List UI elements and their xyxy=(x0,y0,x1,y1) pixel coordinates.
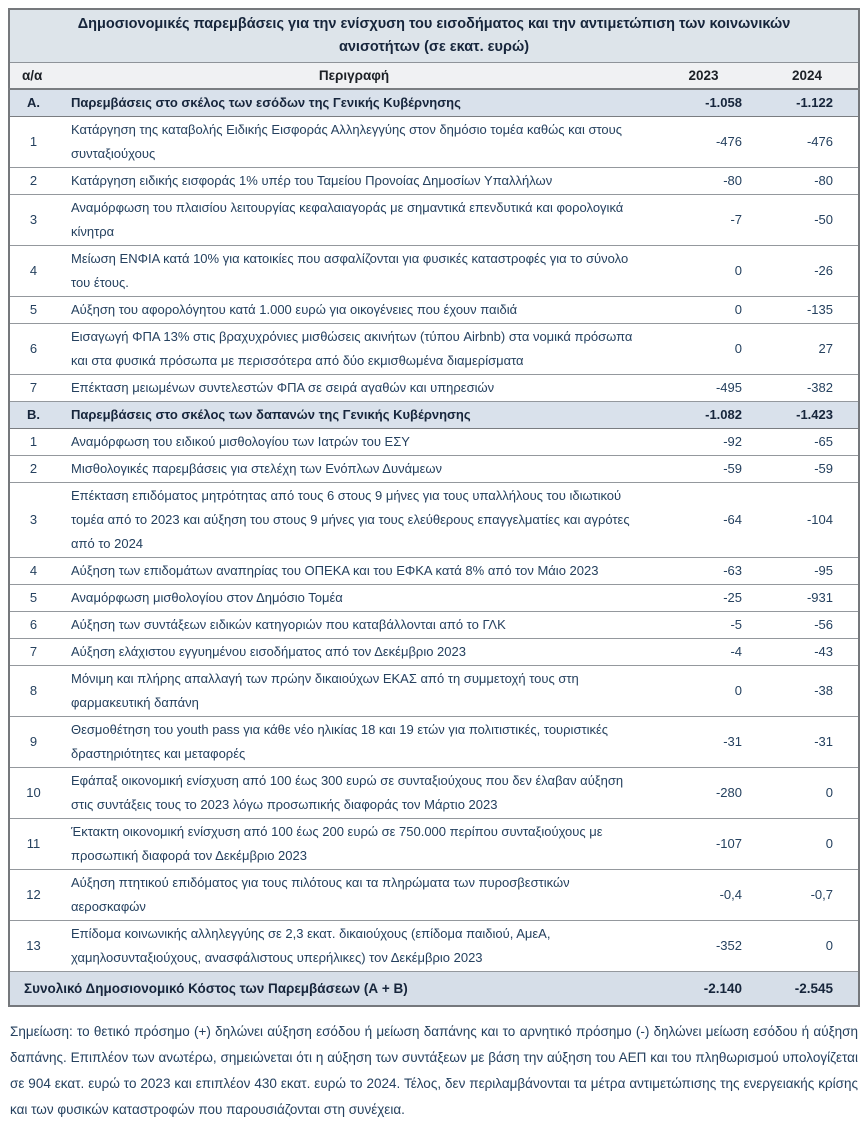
row-value-2023: -0,4 xyxy=(651,870,756,921)
row-value-2024: -95 xyxy=(756,558,859,585)
row-number: 10 xyxy=(9,768,57,819)
table-row xyxy=(9,666,859,717)
row-value-2024: -1.122 xyxy=(756,89,859,117)
row-number: 2 xyxy=(9,168,57,195)
row-number: 7 xyxy=(9,375,57,402)
row-value-2023: -25 xyxy=(651,585,756,612)
row-value-2024: -135 xyxy=(756,297,859,324)
row-description: Θεσμοθέτηση του youth pass για κάθε νέο ηλικίας 18 και 19 ετών για πολιτιστικές, τουριστικές δραστηριότητες και μεταφορές xyxy=(57,717,651,768)
row-value-2024: -931 xyxy=(756,585,859,612)
total-label: Συνολικό Δημοσιονομικό Κόστος των Παρεμβάσεων (Α + Β) xyxy=(9,972,651,1007)
row-value-2024: -1.423 xyxy=(756,402,859,429)
row-number: 9 xyxy=(9,717,57,768)
table-row xyxy=(9,195,859,246)
row-description: Αύξηση των συντάξεων ειδικών κατηγοριών που καταβάλλονται από το ΓΛΚ xyxy=(57,612,651,639)
row-description: Αύξηση ελάχιστου εγγυημένου εισοδήματος από τον Δεκέμβριο 2023 xyxy=(57,639,651,666)
table-row xyxy=(9,717,859,768)
column-header-2024: 2024 xyxy=(756,63,859,90)
row-number: 6 xyxy=(9,324,57,375)
row-value-2024: 0 xyxy=(756,768,859,819)
row-value-2024: 27 xyxy=(756,324,859,375)
table-title-row xyxy=(9,9,859,63)
table-row xyxy=(9,819,859,870)
table-row xyxy=(9,456,859,483)
row-description: Αναμόρφωση του πλαισίου λειτουργίας κεφαλαιαγοράς με σημαντικά επενδυτικά και φορολογικά κίνητρα xyxy=(57,195,651,246)
column-header-2023: 2023 xyxy=(651,63,756,90)
row-value-2023: 0 xyxy=(651,666,756,717)
table-row xyxy=(9,921,859,972)
row-description: Παρεμβάσεις στο σκέλος των δαπανών της Γενικής Κυβέρνησης xyxy=(57,402,651,429)
table-row xyxy=(9,483,859,558)
table-title: Δημοσιονομικές παρεμβάσεις για την ενίσχυση του εισοδήματος και την αντιμετώπιση των κοινωνικών ανισοτήτων (σε εκατ. ευρώ) xyxy=(9,9,859,63)
row-number: 1 xyxy=(9,117,57,168)
row-value-2024: 0 xyxy=(756,819,859,870)
row-number: 5 xyxy=(9,585,57,612)
row-number: Β. xyxy=(9,402,57,429)
row-value-2024: -80 xyxy=(756,168,859,195)
row-value-2024: -26 xyxy=(756,246,859,297)
row-value-2023: -31 xyxy=(651,717,756,768)
row-description: Επέκταση επιδόματος μητρότητας από τους 6 στους 9 μήνες για τους υπαλλήλους του ιδιωτικού τομέα από το 2023 και αύξηση του στους 9 μήνες για τους ελεύθερους επαγγελματίες και αγρότες από το 2024 xyxy=(57,483,651,558)
row-description: Αύξηση του αφορολόγητου κατά 1.000 ευρώ για οικογένειες που έχουν παιδιά xyxy=(57,297,651,324)
row-description: Έκτακτη οικονομική ενίσχυση από 100 έως 200 ευρώ σε 750.000 περίπου συνταξιούχους με προσωπική διαφορά τον Δεκέμβριο 2023 xyxy=(57,819,651,870)
row-value-2024: -38 xyxy=(756,666,859,717)
row-description: Εισαγωγή ΦΠΑ 13% στις βραχυχρόνιες μισθώσεις ακινήτων (τύπου Airbnb) στα νομικά πρόσωπα και στα φυσικά πρόσωπα με περισσότερα από δύο εκμισθωμένα διαμερίσματα xyxy=(57,324,651,375)
row-description: Αναμόρφωση μισθολογίου στον Δημόσιο Τομέα xyxy=(57,585,651,612)
row-value-2024: -104 xyxy=(756,483,859,558)
table-row xyxy=(9,429,859,456)
row-value-2024: -50 xyxy=(756,195,859,246)
fiscal-interventions-table xyxy=(8,8,860,1007)
row-value-2023: -5 xyxy=(651,612,756,639)
row-number: 6 xyxy=(9,612,57,639)
table-row xyxy=(9,375,859,402)
row-value-2024: -31 xyxy=(756,717,859,768)
row-description: Αύξηση πτητικού επιδόματος για τους πιλότους και τα πληρώματα των πυροσβεστικών αεροσκαφών xyxy=(57,870,651,921)
row-value-2023: -64 xyxy=(651,483,756,558)
table-row xyxy=(9,297,859,324)
row-description: Μόνιμη και πλήρης απαλλαγή των πρώην δικαιούχων ΕΚΑΣ από τη συμμετοχή τους στη φαρμακευτική δαπάνη xyxy=(57,666,651,717)
row-value-2023: 0 xyxy=(651,246,756,297)
row-description: Παρεμβάσεις στο σκέλος των εσόδων της Γενικής Κυβέρνησης xyxy=(57,89,651,117)
row-value-2023: -4 xyxy=(651,639,756,666)
table-row xyxy=(9,246,859,297)
row-value-2023: -476 xyxy=(651,117,756,168)
row-number: 3 xyxy=(9,195,57,246)
row-description: Αύξηση των επιδομάτων αναπηρίας του ΟΠΕΚΑ και του ΕΦΚΑ κατά 8% από τον Μάιο 2023 xyxy=(57,558,651,585)
row-value-2023: -92 xyxy=(651,429,756,456)
row-value-2024: -56 xyxy=(756,612,859,639)
row-number: 13 xyxy=(9,921,57,972)
row-value-2023: -7 xyxy=(651,195,756,246)
section-row xyxy=(9,89,859,117)
table-row xyxy=(9,168,859,195)
row-description: Μείωση ΕΝΦΙΑ κατά 10% για κατοικίες που ασφαλίζονται για φυσικές καταστροφές για το σύνολο του έτους. xyxy=(57,246,651,297)
total-row xyxy=(9,972,859,1007)
table-row xyxy=(9,870,859,921)
row-number: 5 xyxy=(9,297,57,324)
row-number: 7 xyxy=(9,639,57,666)
table-row xyxy=(9,768,859,819)
total-value-2023: -2.140 xyxy=(651,972,756,1007)
row-value-2024: -382 xyxy=(756,375,859,402)
row-value-2023: -107 xyxy=(651,819,756,870)
column-header-row xyxy=(9,63,859,90)
row-value-2023: 0 xyxy=(651,324,756,375)
column-header-description: Περιγραφή xyxy=(57,63,651,90)
table-row xyxy=(9,558,859,585)
row-description: Κατάργηση ειδικής εισφοράς 1% υπέρ του Ταμείου Προνοίας Δημοσίων Υπαλλήλων xyxy=(57,168,651,195)
table-row xyxy=(9,324,859,375)
row-number: 1 xyxy=(9,429,57,456)
row-number: 4 xyxy=(9,558,57,585)
row-value-2024: -476 xyxy=(756,117,859,168)
row-value-2023: 0 xyxy=(651,297,756,324)
table-row xyxy=(9,585,859,612)
row-value-2024: -59 xyxy=(756,456,859,483)
row-number: 2 xyxy=(9,456,57,483)
table-row xyxy=(9,117,859,168)
total-value-2024: -2.545 xyxy=(756,972,859,1007)
row-value-2023: -280 xyxy=(651,768,756,819)
row-description: Επίδομα κοινωνικής αλληλεγγύης σε 2,3 εκατ. δικαιούχους (επίδομα παιδιού, ΑμεΑ, χαμηλοσυνταξιούχους, ανασφάλιστους υπερήλικες) τον Δεκέμβριο 2023 xyxy=(57,921,651,972)
row-value-2023: -59 xyxy=(651,456,756,483)
row-value-2024: -43 xyxy=(756,639,859,666)
footnote: Σημείωση: το θετικό πρόσημο (+) δηλώνει αύξηση εσόδου ή μείωση δαπάνης και το αρνητικό πρόσημο (-) δηλώνει μείωση εσόδου ή αύξηση δαπάνης. Επιπλέον των ανωτέρω, σημειώνεται ότι η αύξηση των συντάξεων με βάση την αύξηση του ΑΕΠ και του πληθωρισμού υπολογίζεται σε 904 εκατ. ευρώ το 2023 και επιπλέον 430 εκατ. ευρώ το 2024. Τέλος, δεν περιλαμβάνονται τα μέτρα αντιμετώπισης της ενεργειακής κρίσης και των φυσικών καταστροφών που παρουσιάζονται στη συνέχεια. xyxy=(10,1024,858,1117)
column-header-aa: α/α xyxy=(9,63,57,90)
row-value-2023: -80 xyxy=(651,168,756,195)
table-row xyxy=(9,612,859,639)
row-number: 8 xyxy=(9,666,57,717)
row-number: 11 xyxy=(9,819,57,870)
row-value-2023: -1.082 xyxy=(651,402,756,429)
row-number: Α. xyxy=(9,89,57,117)
row-description: Κατάργηση της καταβολής Ειδικής Εισφοράς Αλληλεγγύης στον δημόσιο τομέα καθώς και στους συνταξιούχους xyxy=(57,117,651,168)
row-number: 3 xyxy=(9,483,57,558)
table-body xyxy=(9,89,859,972)
row-number: 4 xyxy=(9,246,57,297)
row-number: 12 xyxy=(9,870,57,921)
table-row xyxy=(9,639,859,666)
row-value-2023: -352 xyxy=(651,921,756,972)
row-value-2024: 0 xyxy=(756,921,859,972)
row-value-2023: -1.058 xyxy=(651,89,756,117)
row-value-2023: -495 xyxy=(651,375,756,402)
row-description: Αναμόρφωση του ειδικού μισθολογίου των Ιατρών του ΕΣΥ xyxy=(57,429,651,456)
row-description: Επέκταση μειωμένων συντελεστών ΦΠΑ σε σειρά αγαθών και υπηρεσιών xyxy=(57,375,651,402)
row-value-2023: -63 xyxy=(651,558,756,585)
row-value-2024: -0,7 xyxy=(756,870,859,921)
row-description: Εφάπαξ οικονομική ενίσχυση από 100 έως 300 ευρώ σε συνταξιούχους που δεν έλαβαν αύξηση στις συντάξεις τους το 2023 λόγω προσωπικής διαφοράς τον Μάρτιο 2023 xyxy=(57,768,651,819)
row-description: Μισθολογικές παρεμβάσεις για στελέχη των Ενόπλων Δυνάμεων xyxy=(57,456,651,483)
section-row xyxy=(9,402,859,429)
row-value-2024: -65 xyxy=(756,429,859,456)
